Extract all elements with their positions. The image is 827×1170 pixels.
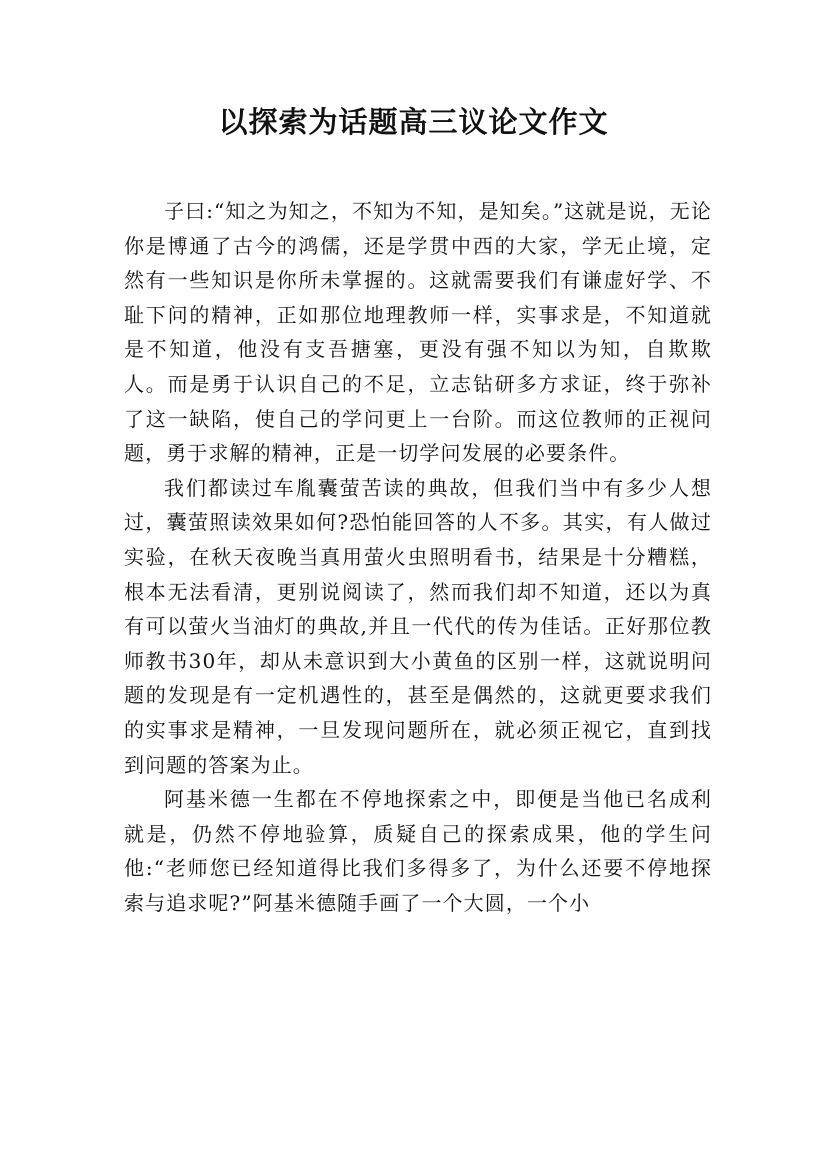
paragraph: 我们都读过车胤囊萤苦读的典故，但我们当中有多少人想过，囊萤照读效果如何?恐怕能回答的人不多。其实，有人做过实验，在秋天夜晚当真用萤火虫照明看书，结果是十分糟糕，根本无法看清，更别说阅读了，然而我们却不知道，还以为真有可以萤火当油灯的典故,并且一代代的传为佳话。正好那位教师教书30年，却从未意识到大小黄鱼的区别一样，这就说明问题的发现是有一定机遇性的，甚至是偶然的，这就更要求我们的实事求是精神，一旦发现问题所在，就必须正视它，直到找到问题的答案为止。 <box>124 475 712 777</box>
paragraph: 子曰:“知之为知之，不知为不知，是知矣。”这就是说，无论你是博通了古今的鸿儒，还是学贯中西的大家，学无止境，定然有一些知识是你所未掌握的。这就需要我们有谦虚好学、不耻下问的精神，正如那位地理教师一样，实事求是，不知道就是不知道，他没有支吾搪塞，更没有强不知以为知，自欺欺人。而是勇于认识自己的不足，立志钻研多方求证，终于弥补了这一缺陷，使自己的学问更上一台阶。而这位教师的正视问题，勇于求解的精神，正是一切学问发展的必要条件。 <box>124 199 712 466</box>
document-body <box>124 194 712 920</box>
document-title: 以探索为话题高三议论文作文 <box>218 105 609 139</box>
paragraph: 阿基米德一生都在不停地探索之中，即便是当他已名成利就是，仍然不停地验算，质疑自己的探索成果，他的学生问他:“老师您已经知道得比我们多得多了，为什么还要不停地探索与追求呢?”阿基米德随手画了一个大圆，一个小 <box>124 787 712 915</box>
